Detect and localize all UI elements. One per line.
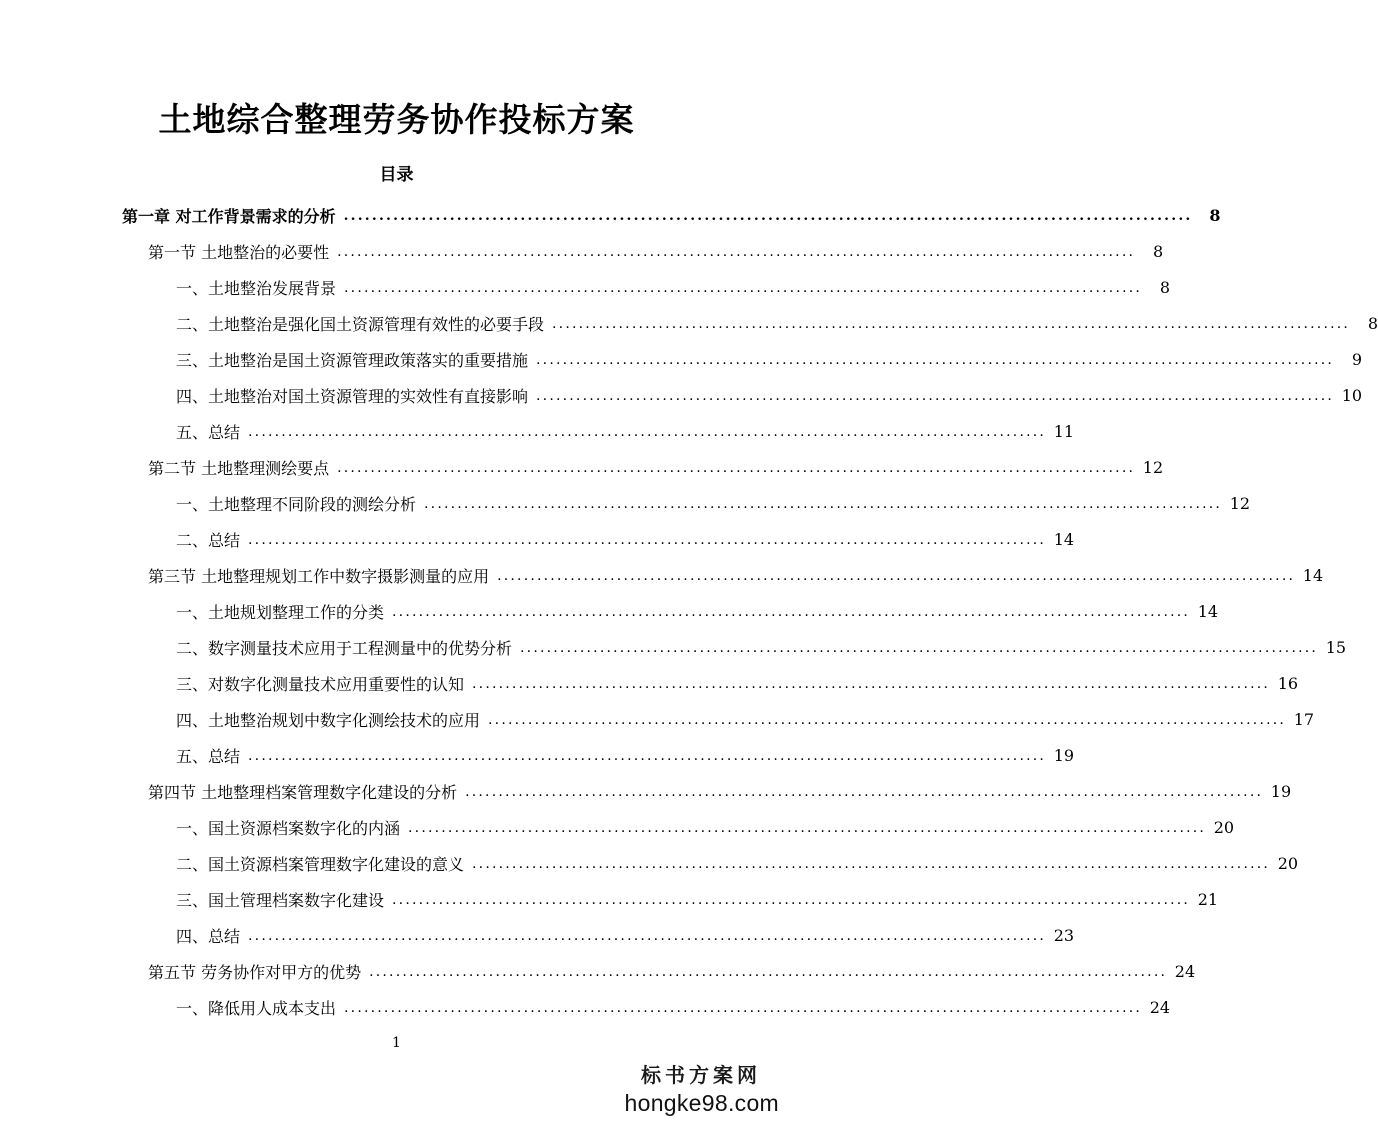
toc-entry[interactable] [0, 197, 1221, 233]
toc-leader-dots: ........................................................................................................................ [248, 748, 1047, 764]
toc-entry[interactable] [0, 233, 1164, 269]
toc-entry-label: 一、土地规划整理工作的分类 [176, 602, 385, 622]
toc-entry-label: 五、总结 [176, 746, 241, 766]
toc-entry-label: 第一节 土地整治的必要性 [148, 242, 330, 262]
toc-entry-label: 一、降低用人成本支出 [176, 998, 337, 1018]
toc-entry[interactable] [0, 665, 1299, 701]
toc-entry-label: 第二节 土地整理测绘要点 [148, 458, 330, 478]
toc-leader-dots: ........................................................................................................................ [520, 640, 1319, 656]
toc-entry-label: 三、国土管理档案数字化建设 [176, 890, 385, 910]
toc-leader-dots: ........................................................................................................................ [344, 1000, 1143, 1016]
toc-entry-page: 24 [1149, 997, 1171, 1017]
toc-entry-label: 第五节 劳务协作对甲方的优势 [148, 962, 362, 982]
toc-entry-page: 19 [1053, 745, 1075, 765]
page-number: 1 [392, 1035, 401, 1051]
document-title: 土地综合整理劳务协作投标方案 [158, 100, 635, 139]
toc-entry-label: 五、总结 [176, 422, 241, 442]
toc-entry-page: 12 [1229, 493, 1251, 513]
toc-entry[interactable] [0, 917, 1075, 953]
toc-leader-dots: ........................................................................................................................ [344, 280, 1143, 296]
toc-entry-label: 四、土地整治规划中数字化测绘技术的应用 [176, 710, 481, 730]
toc-entry-page: 10 [1341, 385, 1363, 405]
toc-entry[interactable] [0, 341, 1363, 377]
toc-entry-label: 第三节 土地整理规划工作中数字摄影测量的应用 [148, 566, 490, 586]
toc-entry-page: 9 [1351, 349, 1363, 369]
toc-entry-page: 16 [1277, 673, 1299, 693]
toc-entry-label: 第四节 土地整理档案管理数字化建设的分析 [148, 782, 458, 802]
toc-entry[interactable] [0, 701, 1315, 737]
toc-leader-dots: ........................................................................................................................ [248, 424, 1047, 440]
toc-entry[interactable] [0, 449, 1164, 485]
toc-entry-label: 二、国土资源档案管理数字化建设的意义 [176, 854, 465, 874]
toc-entry-label: 一、国土资源档案数字化的内涵 [176, 818, 401, 838]
toc-leader-dots: ........................................................................................................................ [408, 820, 1207, 836]
toc-leader-dots: ........................................................................................................................ [337, 460, 1136, 476]
toc-entry[interactable] [0, 485, 1251, 521]
toc-leader-dots: ........................................................................................................................ [343, 208, 1193, 224]
toc-entry-label: 三、土地整治是国土资源管理政策落实的重要措施 [176, 350, 529, 370]
toc-entry[interactable] [0, 413, 1075, 449]
toc-entry-page: 21 [1197, 889, 1219, 909]
toc-entry-page: 15 [1325, 637, 1347, 657]
toc-entry-label: 四、土地整治对国土资源管理的实效性有直接影响 [176, 386, 529, 406]
toc-entry-page: 8 [1152, 241, 1164, 261]
toc-entry-page: 8 [1159, 277, 1171, 297]
toc-leader-dots: ........................................................................................................................ [552, 316, 1351, 332]
toc-entry-page: 14 [1302, 565, 1324, 585]
toc-leader-dots: ........................................................................................................................ [337, 244, 1136, 260]
toc-leader-dots: ........................................................................................................................ [369, 964, 1168, 980]
toc-leader-dots: ........................................................................................................................ [497, 568, 1296, 584]
toc-entry[interactable] [0, 269, 1171, 305]
toc-entry-label: 一、土地整理不同阶段的测绘分析 [176, 494, 417, 514]
toc-entry-label: 二、土地整治是强化国土资源管理有效性的必要手段 [176, 314, 545, 334]
toc-leader-dots: ........................................................................................................................ [536, 388, 1335, 404]
toc-heading: 目录 [379, 165, 414, 185]
toc-entry-page: 23 [1053, 925, 1075, 945]
toc-entry[interactable] [0, 773, 1292, 809]
toc-entry-page: 11 [1053, 421, 1075, 441]
toc-entry-page: 8 [1367, 313, 1378, 333]
toc-leader-dots: ........................................................................................................................ [392, 604, 1191, 620]
watermark-url: hongke98.com [624, 1090, 779, 1116]
toc-leader-dots: ........................................................................................................................ [472, 676, 1271, 692]
toc-leader-dots: ........................................................................................................................ [465, 784, 1264, 800]
watermark [579, 1063, 779, 1117]
toc-entry-page: 17 [1293, 709, 1315, 729]
toc-entry[interactable] [0, 557, 1324, 593]
toc-leader-dots: ........................................................................................................................ [248, 928, 1047, 944]
toc-entry[interactable] [0, 521, 1075, 557]
toc-entry-page: 14 [1053, 529, 1075, 549]
toc-entry-label: 四、总结 [176, 926, 241, 946]
toc-leader-dots: ........................................................................................................................ [424, 496, 1223, 512]
toc-entry-label: 第一章 对工作背景需求的分析 [122, 206, 336, 226]
toc-entry[interactable] [0, 737, 1075, 773]
toc-entry-page: 12 [1142, 457, 1164, 477]
toc-entry-label: 二、总结 [176, 530, 241, 550]
toc-leader-dots: ........................................................................................................................ [472, 856, 1271, 872]
toc-leader-dots: ........................................................................................................................ [536, 352, 1335, 368]
toc-entry-label: 一、土地整治发展背景 [176, 278, 337, 298]
toc-entry-label: 三、对数字化测量技术应用重要性的认知 [176, 674, 465, 694]
toc-entry[interactable] [0, 629, 1347, 665]
toc-leader-dots: ........................................................................................................................ [248, 532, 1047, 548]
toc-entry[interactable] [0, 953, 1196, 989]
toc-entry[interactable] [0, 305, 1378, 341]
toc-entry[interactable] [0, 809, 1235, 845]
toc-leader-dots: ........................................................................................................................ [392, 892, 1191, 908]
toc-entry-page: 24 [1174, 961, 1196, 981]
toc-entry-page: 8 [1209, 205, 1221, 225]
toc-entry[interactable] [0, 881, 1219, 917]
toc-leader-dots: ........................................................................................................................ [488, 712, 1287, 728]
toc-entry-page: 14 [1197, 601, 1219, 621]
toc-entry-page: 20 [1213, 817, 1235, 837]
watermark-brand: 标书方案网 [641, 1065, 761, 1087]
toc-entry-page: 19 [1270, 781, 1292, 801]
toc-entry[interactable] [0, 377, 1363, 413]
toc-entry-label: 二、数字测量技术应用于工程测量中的优势分析 [176, 638, 513, 658]
toc-entry-page: 20 [1277, 853, 1299, 873]
toc-entry[interactable] [0, 593, 1219, 629]
toc-entry[interactable] [0, 989, 1171, 1025]
table-of-contents [0, 197, 1378, 1025]
toc-entry[interactable] [0, 845, 1299, 881]
